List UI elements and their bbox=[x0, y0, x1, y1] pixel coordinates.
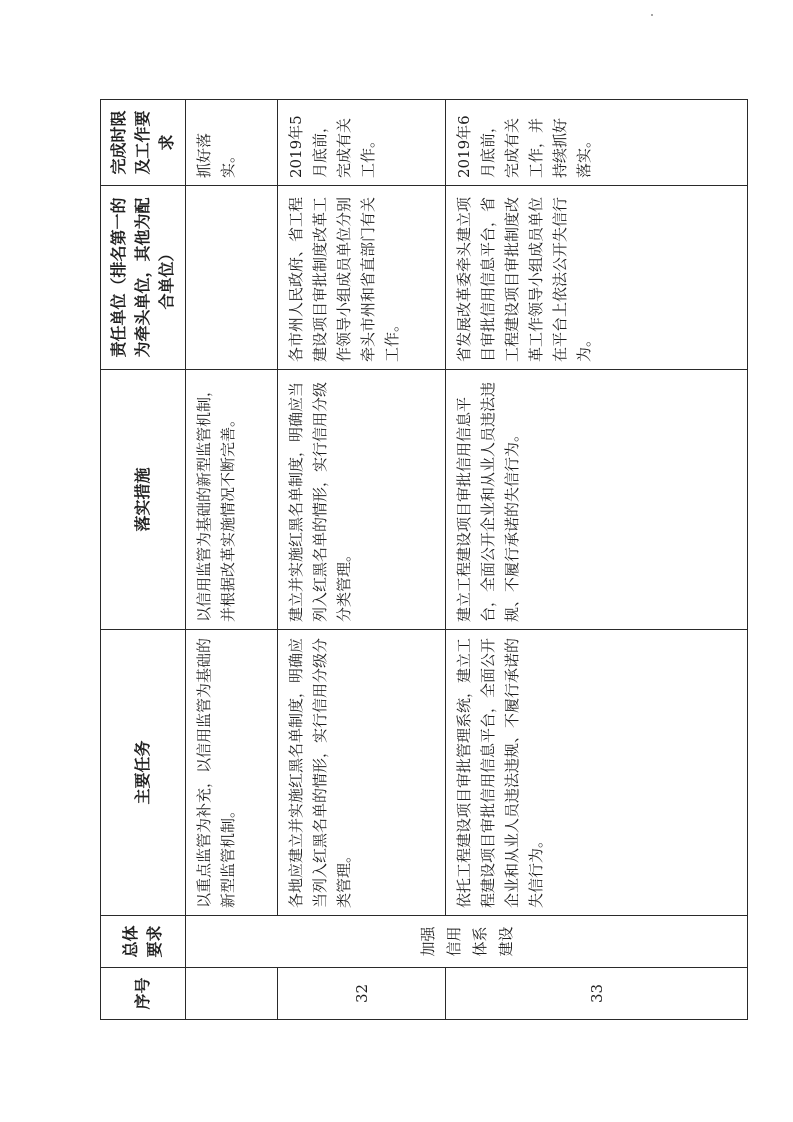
deadline-cell: 2019年5月底前，完成有关工作。 bbox=[278, 100, 446, 186]
rotated-page-content bbox=[100, 100, 728, 1020]
row-number bbox=[186, 968, 278, 1020]
measure-cell: 以信用监管为基础的新型监管机制，并根据改革实施情况不断完善。 bbox=[186, 370, 278, 630]
unit-cell: 省发展改革委牵头建立项目审批信用信息平台，省工程建设项目审批制度改革工作领导小组成员单位在平台上依法公开失信行为。 bbox=[446, 186, 748, 370]
measure-cell: 建立并实施红黑名单制度，明确应当列入红黑名单的情形，实行信用分级分类管理。 bbox=[278, 370, 446, 630]
task-cell: 各地应建立并实施红黑名单制度，明确应当列入红黑名单的情形，实行信用分级分类管理。 bbox=[278, 630, 446, 916]
task-cell: 依托工程建设项目审批管理系统，建立工程建设项目审批信用信息平台，全面公开企业和从业人员违法违规、不履行承诺的失信行为。 bbox=[446, 630, 748, 916]
unit-cell bbox=[186, 186, 278, 370]
header-measure: 落实措施 bbox=[101, 370, 186, 630]
scan-speck bbox=[651, 14, 653, 16]
table-row bbox=[446, 100, 748, 1020]
table-row bbox=[278, 100, 446, 1020]
group-requirement-cell bbox=[186, 916, 748, 968]
row-number: 32 bbox=[278, 968, 446, 1020]
deadline-cell: 2019年6月底前，完成有关工作，并持续抓好落实。 bbox=[446, 100, 748, 186]
group-requirement: 加强信用体系建设 bbox=[418, 926, 515, 957]
header-task: 主要任务 bbox=[101, 630, 186, 916]
row-number: 33 bbox=[446, 968, 748, 1020]
unit-cell: 各市州人民政府、省工程建设项目审批制度改革工作领导小组成员单位分别牵头市州和省直部门有关工作。 bbox=[278, 186, 446, 370]
table-row bbox=[186, 100, 278, 1020]
header-seq: 序号 bbox=[101, 968, 186, 1020]
deadline-cell: 抓好落实。 bbox=[186, 100, 278, 186]
measure-cell: 建立工程建设项目审批信用信息平台，全面公开企业和从业人员违法违规、不履行承诺的失信行为。 bbox=[446, 370, 748, 630]
header-row bbox=[101, 100, 186, 1020]
header-unit: 责任单位（排名第一的为牵头单位，其他为配合单位） bbox=[101, 186, 186, 370]
header-deadline: 完成时限及工作要求 bbox=[101, 100, 186, 186]
header-requirement: 总体要求 bbox=[101, 916, 186, 968]
task-cell: 以重点监管为补充，以信用监管为基础的新型监管机制。 bbox=[186, 630, 278, 916]
task-table bbox=[100, 99, 748, 1020]
